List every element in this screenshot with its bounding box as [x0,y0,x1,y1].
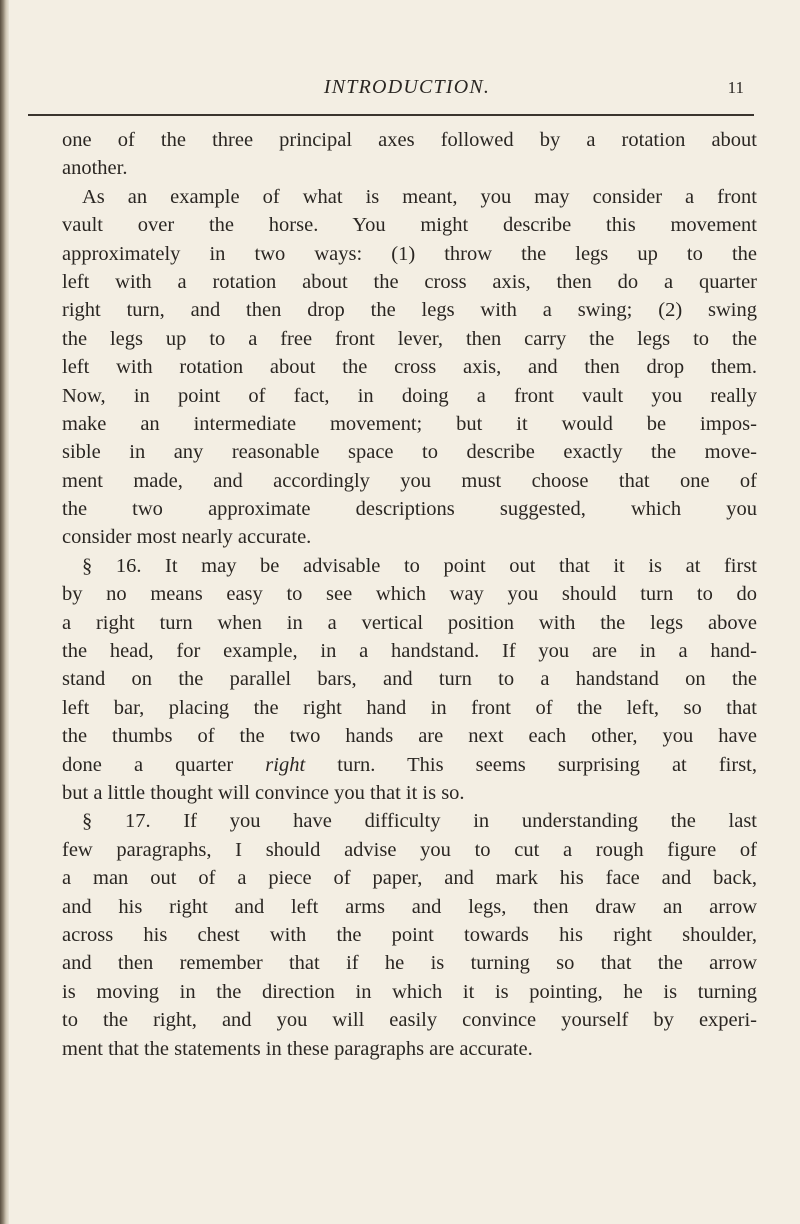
text-line: left with a rotation about the cross axis, then do a quarter [62,270,757,293]
text-line: and his right and left arms and legs, then draw an arrow [62,895,757,918]
body-text [62,126,757,1063]
text-line: ment made, and accordingly you must choose that one of [62,469,757,492]
running-head: INTRODUCTION. [323,76,491,98]
text-line: vault over the horse. You might describe this movement [62,214,757,237]
text-line: approximately in two ways: (1) throw the legs up to the [62,242,757,265]
text-line: Now, in point of fact, in doing a front vault you really [62,384,757,407]
text-line: another. [62,157,128,180]
header-rule [28,114,754,116]
text-line: consider most nearly accurate. [62,526,312,549]
text-line: is moving in the direction in which it is pointing, he is turning [62,980,757,1003]
text-line: a right turn when in a vertical position with the legs above [62,611,757,634]
page-number: 11 [727,78,744,97]
text-line: the head, for example, in a handstand. If you are in a hand- [62,640,757,663]
text-line: the thumbs of the two hands are next each other, you have [62,725,757,748]
book-spine-shadow [0,0,9,1224]
text-line: stand on the parallel bars, and turn to a handstand on the [62,668,757,691]
text-line: and then remember that if he is turning so that the arrow [62,952,757,975]
text-line: few paragraphs, I should advise you to cut a rough figure of [62,838,757,861]
text-line: right turn, and then drop the legs with a swing; (2) swing [62,299,757,322]
paragraph [62,183,757,552]
text-line: § 16. It may be advisable to point out that it is at first [82,554,757,577]
text-line: done a quarter right turn. This seems surprising at first, [62,753,757,776]
paragraph [62,126,757,183]
text-line: across his chest with the point towards his right shoulder, [62,923,757,946]
text-line: ment that the statements in these paragraphs are accurate. [62,1037,533,1060]
text-line: left with rotation about the cross axis, and then drop them. [62,356,757,379]
paragraph [62,552,757,808]
text-line: but a little thought will convince you that it is so. [62,781,465,804]
text-line: left bar, placing the right hand in front of the left, so that [62,696,757,719]
text-line: the legs up to a free front lever, then carry the legs to the [62,327,757,350]
text-line: sible in any reasonable space to describe exactly the move- [62,441,757,464]
page-header [62,66,752,106]
text-line: one of the three principal axes followed by a rotation about [62,129,757,151]
text-line: by no means easy to see which way you should turn to do [62,583,757,606]
paragraph [62,807,757,1063]
text-line: As an example of what is meant, you may consider a front [82,185,757,208]
text-line: § 17. If you have difficulty in understanding the last [82,810,757,833]
text-line: make an intermediate movement; but it would be impos- [62,412,757,435]
text-line: a man out of a piece of paper, and mark his face and back, [62,867,757,890]
text-line: the two approximate descriptions suggested, which you [62,498,757,521]
text-line: to the right, and you will easily convince yourself by experi- [62,1009,757,1032]
